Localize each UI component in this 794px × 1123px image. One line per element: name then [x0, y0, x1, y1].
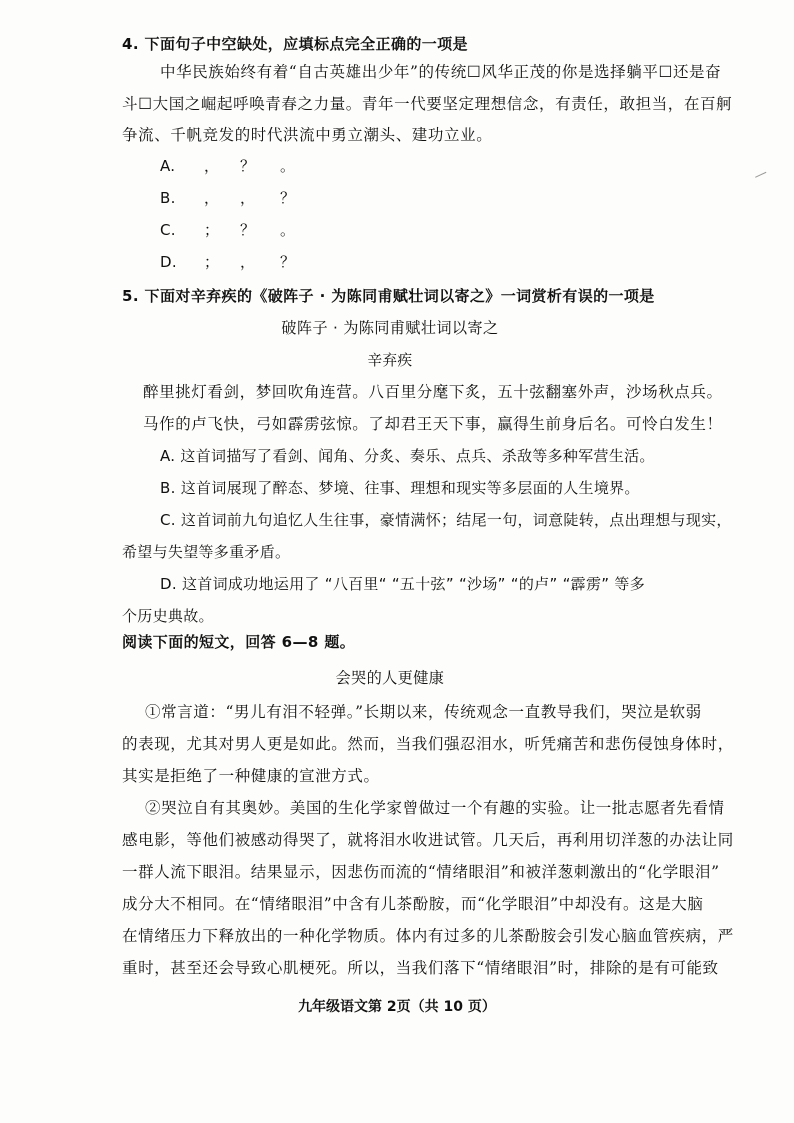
- option-mark: ，: [204, 189, 220, 207]
- option-mark: 。: [280, 221, 296, 239]
- option-mark: ，: [240, 189, 256, 207]
- poem-line: 醉里挑灯看剑，梦回吹角连营。八百里分麾下炙，五十弦翻塞外声，沙场秋点兵。: [143, 383, 723, 401]
- paragraph-2-line: ②哭泣自有其奥妙。美国的生化学家曾做过一个有趣的实验。让一批志愿者先看情: [145, 799, 725, 817]
- option-d-continued: 个历史典故。: [122, 607, 214, 625]
- option-letter: B.: [160, 189, 176, 207]
- paragraph-2-line: 重时，甚至还会导致心肌梗死。所以，当我们落下“情绪眼泪”时，排除的是有可能致: [122, 959, 719, 977]
- option-a[interactable]: A. 这首词描写了看剑、闻角、分炙、奏乐、点兵、杀敌等多种军营生活。: [160, 447, 655, 465]
- option-mark: ？: [280, 189, 296, 207]
- option-a[interactable]: [160, 156, 296, 176]
- poem-line: 马作的卢飞快，弓如霹雳弦惊。了却君王天下事，赢得生前身后名。可怜白发生！: [143, 415, 723, 433]
- reading-instruction: 阅读下面的短文，回答 6—8 题。: [122, 633, 356, 651]
- option-c[interactable]: [160, 220, 296, 240]
- option-mark: 。: [280, 157, 296, 175]
- paragraph-1-line: ①常言道：“男儿有泪不轻弹。”长期以来，传统观念一直教导我们，哭泣是软弱: [145, 703, 702, 721]
- option-b[interactable]: B. 这首词展现了醉态、梦境、往事、理想和现实等多层面的人生境界。: [160, 479, 640, 497]
- question-4-passage-line: 中华民族始终有着“自古英雄出少年”的传统☐风华正茂的你是选择躺平☐还是奋: [160, 63, 722, 81]
- article-title: 会哭的人更健康: [335, 669, 445, 687]
- option-mark: ，: [240, 253, 256, 271]
- paragraph-1-line: 其实是拒绝了一种健康的宣泄方式。: [122, 767, 380, 785]
- option-c[interactable]: C. 这首词前九句追忆人生往事，豪情满怀；结尾一句，词意陡转，点出理想与现实，: [160, 511, 732, 529]
- option-mark: ？: [240, 221, 256, 239]
- paragraph-2-line: 一群人流下眼泪。结果显示，因悲伤而流的“情绪眼泪”和被洋葱刺激出的“化学眼泪”: [122, 863, 720, 881]
- paragraph-1-line: 的表现，尤其对男人更是如此。然而，当我们强忍泪水，听凭痛苦和悲伤侵蚀身体时，: [122, 735, 734, 753]
- option-letter: A.: [160, 157, 176, 175]
- option-mark: ？: [280, 253, 296, 271]
- option-mark: ；: [204, 253, 220, 271]
- option-mark: ，: [204, 157, 220, 175]
- poem-author: 辛弃疾: [367, 351, 413, 369]
- page-footer: 九年级语文第 2页（共 10 页）: [298, 999, 496, 1015]
- question-5-stem: 5. 下面对辛弃疾的《破阵子 · 为陈同甫赋壮词以寄之》一词赏析有误的一项是: [122, 287, 655, 305]
- option-d[interactable]: [160, 252, 296, 272]
- scan-mark: [755, 172, 769, 183]
- option-c-continued: 希望与失望等多重矛盾。: [122, 543, 291, 561]
- option-b[interactable]: [160, 188, 296, 208]
- option-letter: D.: [160, 253, 177, 271]
- question-4-passage-line: 斗☐大国之崛起呼唤青春之力量。青年一代要坚定理想信念，有责任，敢担当，在百舸: [122, 95, 733, 113]
- option-mark: ；: [204, 221, 220, 239]
- paragraph-2-line: 成分大不相同。在“情绪眼泪”中含有儿茶酚胺，而“化学眼泪”中却没有。这是大脑: [122, 895, 704, 913]
- option-letter: C.: [160, 221, 176, 239]
- question-4-passage-line: 争流、千帆竞发的时代洪流中勇立潮头、建功立业。: [122, 126, 493, 144]
- paragraph-2-line: 在情绪压力下释放出的一种化学物质。体内有过多的儿茶酚胺会引发心脑血管疾病，严: [122, 927, 734, 945]
- option-mark: ？: [240, 157, 256, 175]
- poem-title: 破阵子 · 为陈同甫赋壮词以寄之: [281, 319, 499, 337]
- paragraph-2-line: 感电影，等他们被感动得哭了，就将泪水收进试管。几天后，再利用切洋葱的办法让同: [122, 831, 734, 849]
- question-4-stem: 4. 下面句子中空缺处，应填标点完全正确的一项是: [122, 35, 468, 53]
- option-d[interactable]: D. 这首词成功地运用了 “八百里“ “五十弦” “沙场” “的卢” “霹雳” 等多: [160, 575, 646, 593]
